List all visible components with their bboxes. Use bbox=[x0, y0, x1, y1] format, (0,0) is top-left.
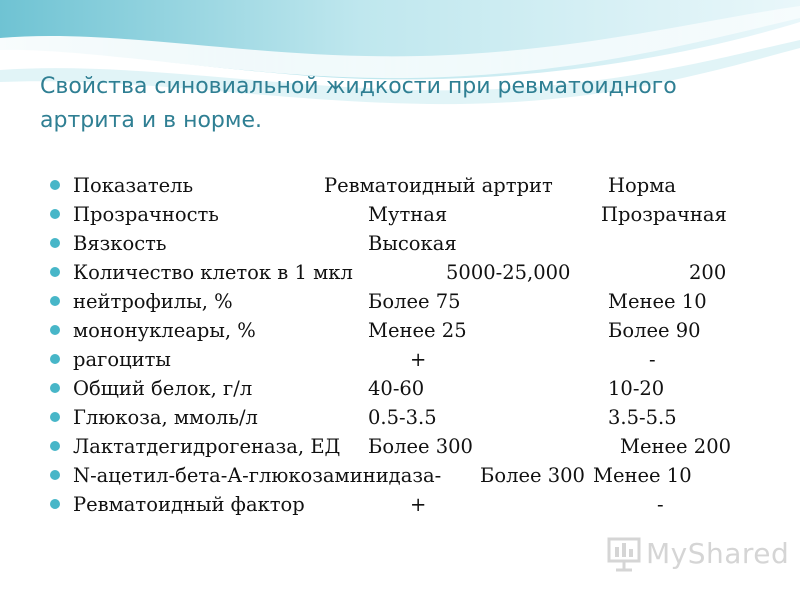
slide-title: Свойства синовиальной жидкости при ревматоидного артрита и в норме. bbox=[40, 74, 677, 133]
norm-value: - bbox=[657, 493, 664, 516]
table-row bbox=[50, 345, 770, 374]
bullet-icon bbox=[50, 441, 60, 451]
ra-value: Более 75 bbox=[368, 290, 461, 313]
indicator-cell: Глюкоза, ммоль/л bbox=[73, 406, 258, 429]
indicator-cell: Лактатдегидрогеназа, ЕД bbox=[73, 435, 341, 458]
header-ra: Ревматоидный артрит bbox=[324, 174, 553, 197]
ra-value: Мутная bbox=[368, 203, 448, 226]
ra-value: 40-60 bbox=[368, 377, 425, 400]
header-norm: Норма bbox=[608, 174, 677, 197]
bullet-icon bbox=[50, 180, 60, 190]
table-row bbox=[50, 374, 770, 403]
bullet-icon bbox=[50, 499, 60, 509]
norm-value: - bbox=[649, 348, 656, 371]
norm-value: Менее 10 bbox=[593, 464, 692, 487]
bullet-icon bbox=[50, 267, 60, 277]
indicator-cell: Общий белок, г/л bbox=[73, 377, 253, 400]
indicator-cell: N-ацетил-бета-А-глюкозаминидаза- bbox=[73, 464, 442, 487]
indicator-cell: Ревматоидный фактор bbox=[73, 493, 305, 516]
norm-value: Прозрачная bbox=[601, 203, 727, 226]
myshared-watermark bbox=[604, 534, 790, 574]
table-row bbox=[50, 258, 770, 287]
norm-value: 3.5-5.5 bbox=[608, 406, 677, 429]
ra-value: Менее 25 bbox=[368, 319, 467, 342]
bullet-icon bbox=[50, 383, 60, 393]
indicator-cell: мононуклеары, % bbox=[73, 319, 256, 342]
norm-value: Более 90 bbox=[608, 319, 701, 342]
norm-value: 10-20 bbox=[608, 377, 665, 400]
ra-value: Более 300 bbox=[480, 464, 585, 487]
ra-value: + bbox=[410, 348, 427, 371]
watermark-text: MyShared bbox=[646, 537, 790, 570]
table-row-header bbox=[50, 171, 770, 200]
table-row bbox=[50, 229, 770, 258]
indicator-cell: Вязкость bbox=[73, 232, 167, 255]
table-row bbox=[50, 461, 770, 490]
ra-value: Высокая bbox=[368, 232, 457, 255]
indicator-cell: Прозрачность bbox=[73, 203, 219, 226]
bullet-icon bbox=[50, 325, 60, 335]
bullet-icon bbox=[50, 296, 60, 306]
bullet-icon bbox=[50, 354, 60, 364]
bullet-icon bbox=[50, 209, 60, 219]
indicator-cell: нейтрофилы, % bbox=[73, 290, 233, 313]
table-row bbox=[50, 490, 770, 519]
table-row bbox=[50, 316, 770, 345]
properties-table bbox=[50, 171, 770, 519]
ra-value: 5000-25,000 bbox=[446, 261, 571, 284]
norm-value: 200 bbox=[689, 261, 727, 284]
presentation-board-icon bbox=[604, 534, 644, 574]
table-row bbox=[50, 432, 770, 461]
bullet-icon bbox=[50, 238, 60, 248]
table-row bbox=[50, 403, 770, 432]
indicator-cell: рагоциты bbox=[73, 348, 171, 371]
ra-value: + bbox=[410, 493, 427, 516]
norm-value: Менее 10 bbox=[608, 290, 707, 313]
bullet-icon bbox=[50, 470, 60, 480]
bullet-icon bbox=[50, 412, 60, 422]
ra-value: Более 300 bbox=[368, 435, 473, 458]
norm-value: Менее 200 bbox=[620, 435, 732, 458]
table-row bbox=[50, 287, 770, 316]
table-row bbox=[50, 200, 770, 229]
ra-value: 0.5-3.5 bbox=[368, 406, 437, 429]
indicator-cell: Количество клеток в 1 мкл bbox=[73, 261, 353, 284]
header-indicator: Показатель bbox=[73, 174, 194, 197]
